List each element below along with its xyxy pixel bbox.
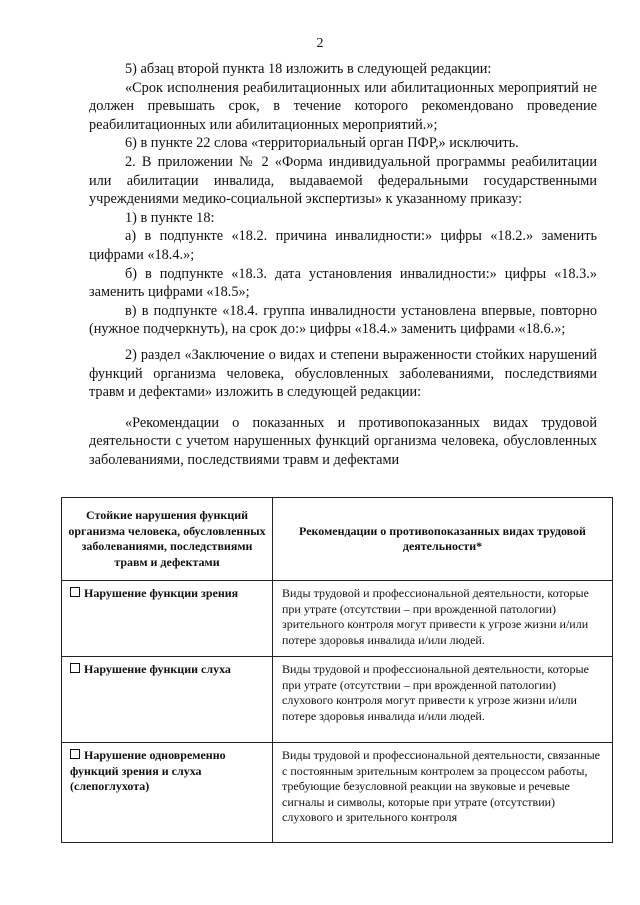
paragraph: «Срок исполнения реабилитационных или абилитационных мероприятий не должен превышать срок, в течение которого рекомендовано проведение реабилитационных или абилитационных мероприятий.»;: [89, 79, 597, 133]
checkbox-icon[interactable]: [70, 587, 80, 597]
checkbox-icon[interactable]: [70, 749, 80, 759]
paragraph: а) в подпункте «18.2. причина инвалидности:» цифры «18.2.» заменить цифрами «18.4.»;: [89, 228, 597, 263]
paragraph: 1) в пункте 18:: [125, 209, 215, 226]
condition-label: Нарушение функции слуха: [84, 662, 231, 676]
table-header: Рекомендации о противопоказанных видах трудовой деятельности*: [273, 498, 613, 581]
recommendations-table: [61, 497, 613, 843]
table-row: [62, 581, 613, 657]
paragraph: 5) абзац второй пункта 18 изложить в следующей редакции:: [125, 61, 492, 77]
paragraph: б) в подпункте «18.3. дата установления инвалидности:» цифры «18.3.» заменить цифрами «18.5»;: [89, 265, 597, 301]
document-body: [89, 60, 597, 469]
paragraph: 6) в пункте 22 слова «территориальный орган ПФР,» исключить.: [125, 135, 519, 152]
table-header-row: [62, 498, 613, 581]
condition-label: Нарушение одновременно функций зрения и слуха (слепоглухота): [70, 748, 226, 793]
condition-cell: [62, 743, 273, 843]
paragraph: в) в подпункте «18.4. группа инвалидности установлена впервые, повторно (нужное подчеркнуть), на срок до:» цифры «18.4.» заменить цифрами «18.6.»;: [89, 302, 597, 338]
page-number: 2: [316, 36, 324, 51]
condition-label: Нарушение функции зрения: [84, 586, 239, 600]
recommendation-cell: Виды трудовой и профессиональной деятельности, связанные с постоянным зрительным контролем за процессом работы, требующие безусловной реакции на звуковые и речевые сигналы и символы, которые при утрате (отсутствии) слухового и зрительного контроля: [273, 743, 613, 843]
paragraph: 2. В приложении № 2 «Форма индивидуальной программы реабилитации или абилитации инвалида, выдаваемой федеральными государственными учреждениями медико-социальной экспертизы» к указанному приказу:: [89, 153, 597, 208]
table-row: [62, 657, 613, 743]
paragraph: 2) раздел «Заключение о видах и степени выраженности стойких нарушений функций организма человека, обусловленных заболеваниями, последствиями травм и дефектами» изложить в следующей редакции:: [89, 346, 597, 401]
recommendation-cell: Виды трудовой и профессиональной деятельности, которые при утрате (отсутствии – при врожденной патологии) слухового контроля могут привести к угрозе жизни и/или потере здоровья инвалида и/или людей.: [273, 657, 613, 743]
table-row: [62, 743, 613, 843]
condition-cell: [62, 581, 273, 657]
checkbox-icon[interactable]: [70, 663, 80, 673]
recommendation-cell: Виды трудовой и профессиональной деятельности, которые при утрате (отсутствии – при врожденной патологии) зрительного контроля могут привести к угрозе жизни и/или потере здоровья инвалида и/или людей.: [273, 581, 613, 657]
paragraph: «Рекомендации о показанных и противопоказанных видах трудовой деятельности с учетом нарушенных функций организма человека, обусловленных заболеваниями, последствиями травм и дефектами: [89, 414, 597, 468]
table-header: Стойкие нарушения функций организма человека, обусловленных заболеваниями, последствиями травм и дефектами: [62, 498, 273, 581]
condition-cell: [62, 657, 273, 743]
